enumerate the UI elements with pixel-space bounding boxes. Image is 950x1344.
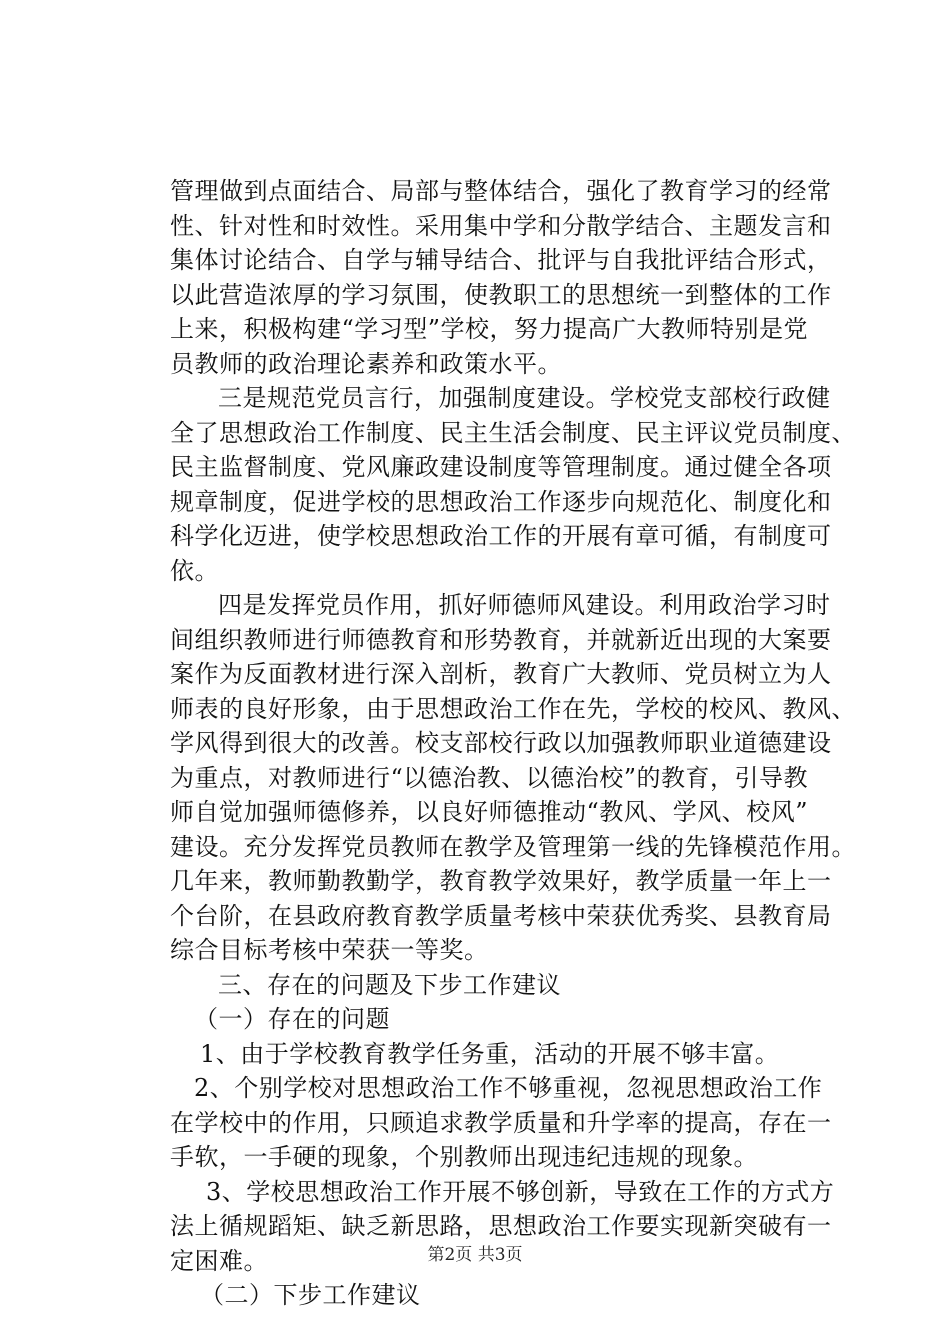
paragraph-start: 三是规范党员言行，加强制度建设。学校党支部校行政健	[218, 384, 831, 412]
text-line: 建设。充分发挥党员教师在教学及管理第一线的先锋模范作用。	[170, 832, 856, 861]
text-line: 师表的良好形象，由于思想政治工作在先，学校的校风、教风、	[170, 694, 856, 723]
text-line: 几年来，教师勤教勤学，教育教学效果好，教学质量一年上一	[170, 867, 832, 895]
list-item: 3、学校思想政治工作开展不够创新，导致在工作的方式方	[206, 1177, 835, 1206]
subsection-heading: （一）存在的问题	[194, 1005, 390, 1033]
text-line: 间组织教师进行师德教育和形势教育，并就新近出现的大案要	[170, 625, 832, 654]
text-line: 科学化迈进，使学校思想政治工作的开展有章可循，有制度可	[170, 522, 832, 550]
text-line: 上来，积极构建“学习型”学校，努力提高广大教师特别是党	[170, 315, 809, 343]
text-line: 案作为反面教材进行深入剖析，教育广大教师、党员树立为人	[170, 660, 832, 688]
text-line: 管理做到点面结合、局部与整体结合，强化了教育学习的经常	[170, 177, 832, 205]
text-line: 法上循规蹈矩、缺乏新思路，思想政治工作要实现新突破有一	[170, 1212, 832, 1240]
list-item: 1、由于学校教育教学任务重，活动的开展不够丰富。	[200, 1039, 780, 1068]
text-line: 性、针对性和时效性。采用集中学和分散学结合、主题发言和	[170, 211, 832, 240]
text-line: 员教师的政治理论素养和政策水平。	[170, 349, 562, 378]
text-line: 为重点，对教师进行“以德治教、以德治校”的教育，引导教	[170, 763, 809, 792]
text-line: 定困难。	[170, 1246, 268, 1275]
text-line: 手软，一手硬的现象，个别教师出现违纪违规的现象。	[170, 1143, 758, 1171]
text-line: 个台阶，在县政府教育教学质量考核中荣获优秀奖、县教育局	[170, 901, 832, 930]
text-line: 依。	[170, 556, 219, 585]
text-line: 集体讨论结合、自学与辅导结合、批评与自我批评结合形式，	[170, 246, 832, 274]
text-line: 学风得到很大的改善。校支部校行政以加强教师职业道德建设	[170, 729, 832, 757]
body-text	[170, 174, 856, 1313]
text-line: 规章制度，促进学校的思想政治工作逐步向规范化、制度化和	[170, 487, 832, 516]
paragraph-start: 四是发挥党员作用，抓好师德师风建设。利用政治学习时	[218, 591, 831, 619]
text-line: 综合目标考核中荣获一等奖。	[170, 936, 489, 964]
text-line: 师自觉加强师德修养，以良好师德推动“教风、学风、校风”	[170, 798, 809, 826]
text-line: 以此营造浓厚的学习氛围，使教职工的思想统一到整体的工作	[170, 280, 832, 309]
text-line: 民主监督制度、党风廉政建设制度等管理制度。通过健全各项	[170, 453, 832, 481]
subsection-heading: （二）下步工作建议	[200, 1281, 421, 1309]
section-heading: 三、存在的问题及下步工作建议	[218, 970, 561, 999]
page-number: 第2页 共3页	[427, 1245, 523, 1265]
list-item: 2、个别学校对思想政治工作不够重视，忽视思想政治工作	[194, 1074, 823, 1102]
text-line: 在学校中的作用，只顾追求教学质量和升学率的提高，存在一	[170, 1108, 832, 1137]
text-line: 全了思想政治工作制度、民主生活会制度、民主评议党员制度、	[170, 418, 856, 447]
